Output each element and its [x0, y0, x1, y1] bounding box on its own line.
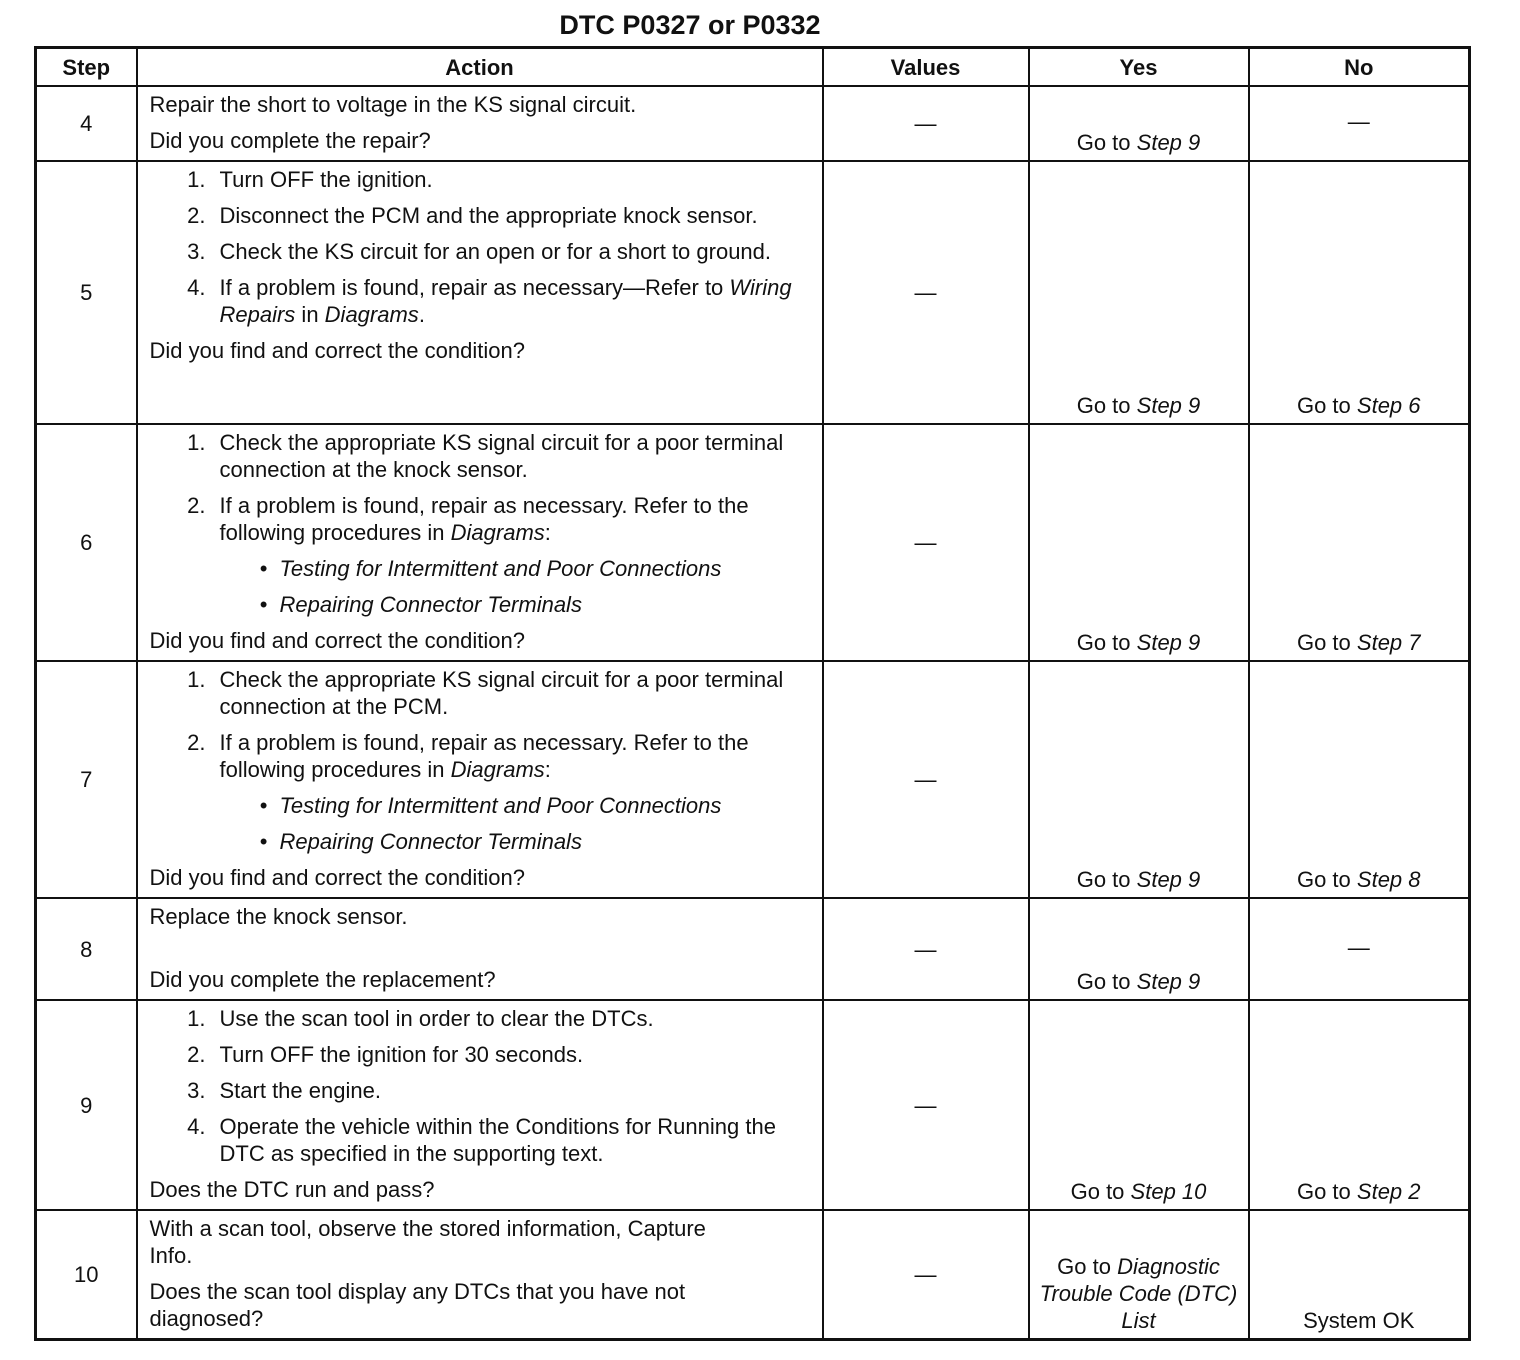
list-item: 3. Check the KS circuit for an open or for a short to ground.	[187, 239, 772, 264]
table-row	[36, 898, 1470, 1000]
no-cell: Go to Step 6	[1249, 161, 1470, 424]
step-number: 7	[36, 661, 137, 898]
header-values: Values	[823, 48, 1029, 87]
list-item: 4. If a problem is found, repair as necessary—Refer to Wiring Repairs in Diagrams.	[187, 275, 792, 327]
table-row	[36, 86, 1470, 161]
procedure-link[interactable]: Testing for Intermittent and Poor Connections	[279, 556, 722, 581]
table-row	[36, 161, 1470, 424]
list-item: 3. Start the engine.	[187, 1078, 381, 1103]
table-row	[36, 424, 1470, 661]
values-cell: —	[823, 86, 1029, 161]
wiring-repairs-link[interactable]: Wiring Repairs	[219, 275, 792, 327]
values-cell: —	[823, 898, 1029, 1000]
list-item: • Repairing Connector Terminals	[259, 592, 582, 617]
table-row	[36, 1000, 1470, 1210]
bullet-list	[220, 792, 812, 855]
page-title: DTC P0327 or P0332	[559, 10, 821, 40]
action-text: Repair the short to voltage in the KS signal circuit.	[149, 92, 637, 117]
action-cell	[137, 661, 823, 898]
no-cell: —	[1249, 86, 1470, 161]
action-question: Did you complete the replacement?	[149, 967, 496, 992]
header-row	[36, 48, 1470, 87]
list-item: • Repairing Connector Terminals	[259, 829, 582, 854]
list-item: 1. Check the appropriate KS signal circuit for a poor terminal connection at the PCM.	[187, 667, 784, 719]
list-item: 2. Turn OFF the ignition for 30 seconds.	[187, 1042, 584, 1067]
table-row	[36, 1210, 1470, 1340]
action-question: Did you complete the repair?	[149, 128, 431, 153]
step-number: 4	[36, 86, 137, 161]
no-step-link[interactable]: Step 2	[1356, 1179, 1421, 1204]
no-cell: System OK	[1249, 1210, 1470, 1340]
table-row	[36, 661, 1470, 898]
action-list	[150, 1005, 812, 1167]
action-text: With a scan tool, observe the stored information, Capture Info.	[149, 1216, 706, 1268]
bullet-list	[220, 555, 812, 618]
no-step-link[interactable]: Step 6	[1356, 393, 1421, 418]
no-cell: Go to Step 7	[1249, 424, 1470, 661]
action-cell	[137, 86, 823, 161]
action-cell	[137, 1000, 823, 1210]
list-item: 2. If a problem is found, repair as necessary. Refer to the following procedures in Diagrams: • Testing for Intermittent and Poor Connections • Repairing Connector Terminals	[150, 492, 812, 618]
yes-step-link[interactable]: Step 9	[1136, 393, 1201, 418]
list-item: 2. Disconnect the PCM and the appropriate knock sensor.	[187, 203, 758, 228]
action-cell	[137, 424, 823, 661]
yes-step-link[interactable]: Step 10	[1130, 1179, 1207, 1204]
step-number: 9	[36, 1000, 137, 1210]
procedure-link[interactable]: Testing for Intermittent and Poor Connections	[279, 793, 722, 818]
no-step-link[interactable]: Step 8	[1356, 867, 1421, 892]
action-list	[150, 666, 812, 855]
step-number: 6	[36, 424, 137, 661]
header-action: Action	[137, 48, 823, 87]
header-no: No	[1249, 48, 1470, 87]
yes-cell: Go to Diagnostic Trouble Code (DTC) List	[1029, 1210, 1249, 1340]
values-cell: —	[823, 1000, 1029, 1210]
values-cell: —	[823, 161, 1029, 424]
step-number: 8	[36, 898, 137, 1000]
action-text: Replace the knock sensor.	[149, 904, 408, 929]
list-item: 1. Use the scan tool in order to clear the DTCs.	[187, 1006, 654, 1031]
values-cell: —	[823, 1210, 1029, 1340]
no-cell: Go to Step 8	[1249, 661, 1470, 898]
yes-cell: Go to Step 9	[1029, 86, 1249, 161]
yes-cell: Go to Step 9	[1029, 161, 1249, 424]
procedure-link[interactable]: Repairing Connector Terminals	[279, 829, 582, 854]
header-step: Step	[36, 48, 137, 87]
yes-step-link[interactable]: Step 9	[1136, 969, 1201, 994]
diagrams-link[interactable]: Diagrams	[450, 757, 545, 782]
action-question: Does the DTC run and pass?	[149, 1177, 435, 1202]
list-item: • Testing for Intermittent and Poor Connections	[259, 793, 722, 818]
list-item: 4. Operate the vehicle within the Conditions for Running the DTC as specified in the supporting text.	[187, 1114, 776, 1166]
yes-cell: Go to Step 9	[1029, 661, 1249, 898]
step-number: 10	[36, 1210, 137, 1340]
list-item: • Testing for Intermittent and Poor Connections	[259, 556, 722, 581]
dtc-list-link[interactable]: Diagnostic Trouble Code (DTC) List	[1039, 1254, 1238, 1333]
no-step-link[interactable]: Step 7	[1356, 630, 1421, 655]
action-question: Did you find and correct the condition?	[149, 865, 525, 890]
action-cell	[137, 898, 823, 1000]
list-item: 1. Turn OFF the ignition.	[187, 167, 433, 192]
yes-step-link[interactable]: Step 9	[1136, 867, 1201, 892]
list-item: 2. If a problem is found, repair as necessary. Refer to the following procedures in Diagrams: • Testing for Intermittent and Poor Connections • Repairing Connector Terminals	[150, 729, 812, 855]
yes-cell: Go to Step 10	[1029, 1000, 1249, 1210]
procedure-link[interactable]: Repairing Connector Terminals	[279, 592, 582, 617]
list-item: 1. Check the appropriate KS signal circuit for a poor terminal connection at the knock sensor.	[187, 430, 784, 482]
action-list	[150, 429, 812, 618]
step-number: 5	[36, 161, 137, 424]
values-cell: —	[823, 661, 1029, 898]
yes-step-link[interactable]: Step 9	[1136, 130, 1201, 155]
values-cell: —	[823, 424, 1029, 661]
yes-cell: Go to Step 9	[1029, 424, 1249, 661]
action-question: Does the scan tool display any DTCs that you have not diagnosed?	[149, 1279, 686, 1331]
header-yes: Yes	[1029, 48, 1249, 87]
diagrams-link[interactable]: Diagrams	[324, 302, 419, 327]
action-cell	[137, 1210, 823, 1340]
yes-cell: Go to Step 9	[1029, 898, 1249, 1000]
no-cell: —	[1249, 898, 1470, 1000]
action-cell	[137, 161, 823, 424]
action-list	[150, 166, 812, 328]
diagnostic-table	[34, 46, 1471, 1341]
yes-step-link[interactable]: Step 9	[1136, 630, 1201, 655]
diagrams-link[interactable]: Diagrams	[450, 520, 545, 545]
no-cell: Go to Step 2	[1249, 1000, 1470, 1210]
action-question: Did you find and correct the condition?	[149, 628, 525, 653]
action-question: Did you find and correct the condition?	[149, 338, 525, 363]
